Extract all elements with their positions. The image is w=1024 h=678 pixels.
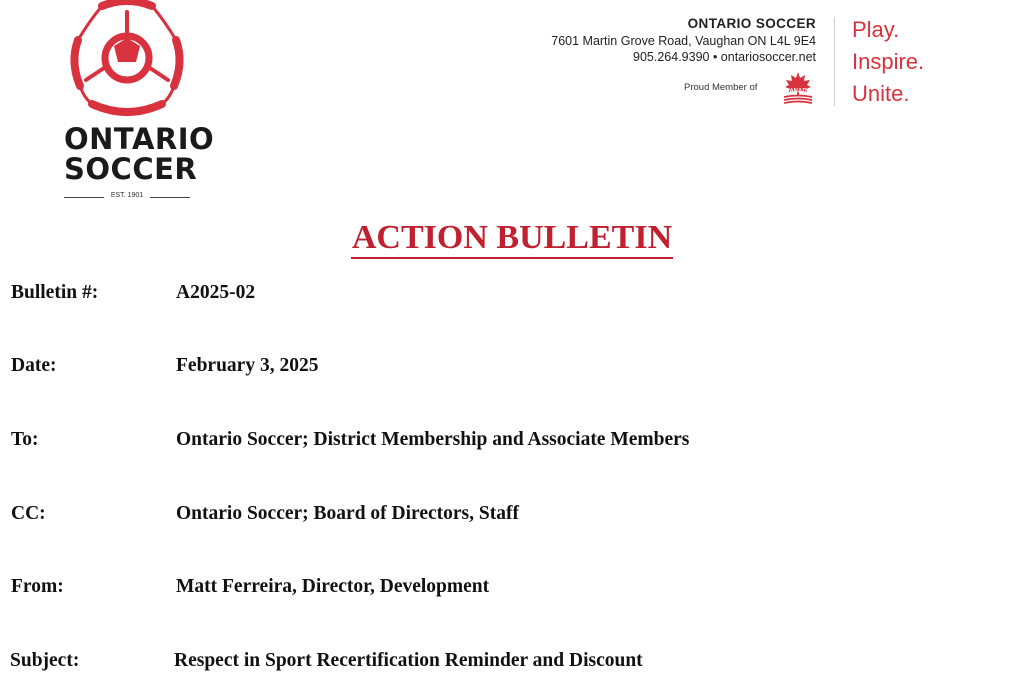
- address-block: [551, 15, 816, 65]
- field-label: Bulletin #:: [11, 282, 99, 303]
- field-row-to: [0, 429, 1024, 455]
- field-value: Respect in Sport Recertification Reminder and Discount: [174, 650, 643, 671]
- canada-logo-text: CANADA: [785, 88, 811, 95]
- field-value: Matt Ferreira, Director, Development: [176, 576, 490, 597]
- canada-soccer-logo-icon: [778, 70, 818, 106]
- field-value: Ontario Soccer; Board of Directors, Staff: [176, 503, 519, 524]
- street-address: 7601 Martin Grove Road, Vaughan ON L4L 9E4: [551, 34, 816, 48]
- header-divider: [834, 17, 835, 106]
- field-row-date: [0, 355, 1024, 381]
- field-row-from: [0, 576, 1024, 602]
- field-row-bulletin-number: [0, 282, 1024, 308]
- bulletin-title-text: ACTION BULLETIN: [351, 219, 673, 259]
- field-label: Date:: [11, 355, 57, 376]
- member-of-text: Proud Member of: [684, 82, 758, 93]
- logo-wordmark-line1: ONTARIO: [64, 122, 215, 156]
- bulletin-title: [0, 219, 1024, 257]
- field-value: A2025-02: [176, 282, 256, 303]
- field-label: To:: [11, 429, 39, 450]
- field-label: CC:: [11, 503, 46, 524]
- ontario-soccer-logo: [58, 0, 215, 205]
- established-text: EST. 1901: [110, 192, 144, 199]
- field-value: Ontario Soccer; District Membership and Associate Members: [176, 429, 690, 450]
- established-line: [64, 192, 190, 202]
- field-label: From:: [11, 576, 64, 597]
- organization-name: ONTARIO SOCCER: [687, 16, 816, 31]
- field-value: February 3, 2025: [176, 355, 319, 376]
- soccer-ball-logo-icon: [62, 0, 192, 122]
- tagline-unite: Unite.: [852, 81, 910, 106]
- tagline: [852, 14, 924, 110]
- contact-info: 905.264.9390 • ontariosoccer.net: [633, 50, 816, 64]
- field-row-cc: [0, 503, 1024, 529]
- field-label: Subject:: [10, 650, 80, 671]
- tagline-play: Play.: [852, 17, 900, 42]
- tagline-inspire: Inspire.: [852, 49, 925, 74]
- field-row-subject: [0, 650, 1024, 676]
- logo-wordmark-line2: SOCCER: [64, 152, 198, 186]
